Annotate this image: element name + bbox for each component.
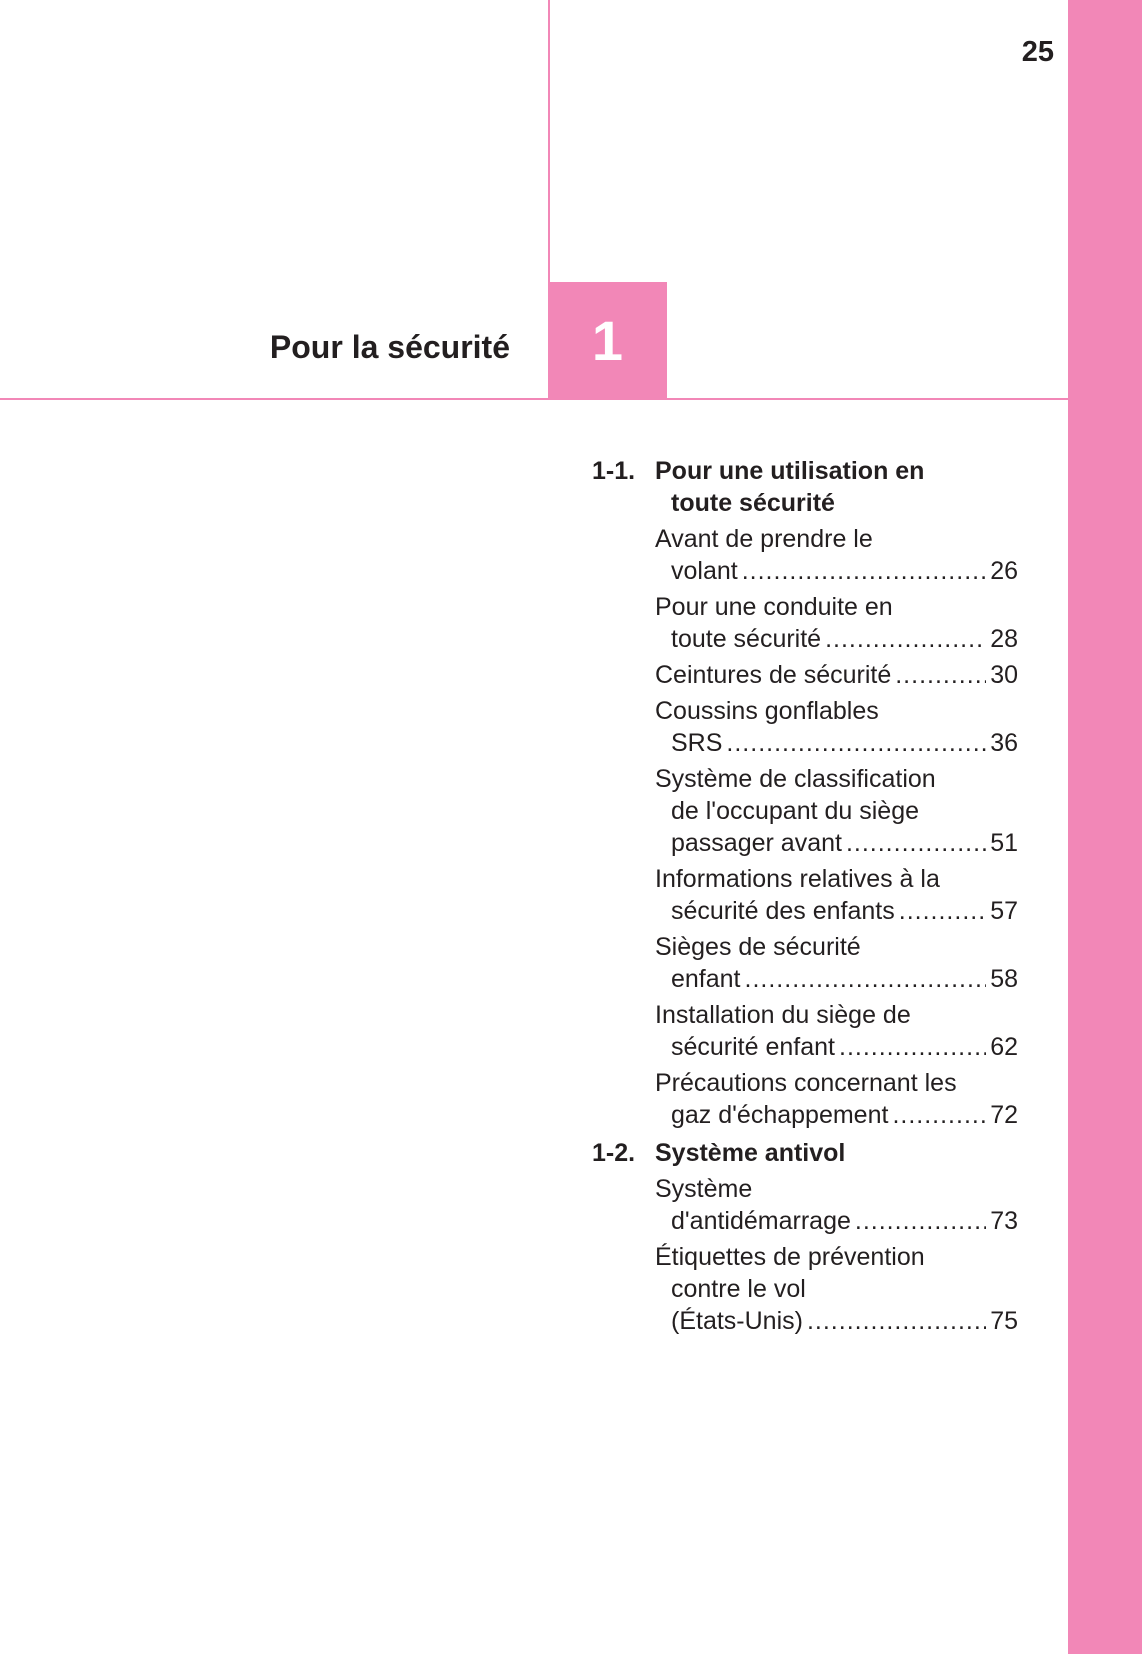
toc-entry-leader-row: [655, 555, 1018, 587]
dot-leader: [745, 963, 987, 995]
toc-entry[interactable]: [655, 1067, 1018, 1131]
dot-leader: [855, 1205, 986, 1237]
toc-entry-leader-row: [655, 623, 1018, 655]
toc-entry-page: 57: [990, 897, 1018, 925]
toc-entry[interactable]: [655, 695, 1018, 759]
toc-entry[interactable]: [655, 659, 1018, 691]
toc-section-title-line: toute sécurité: [671, 489, 835, 517]
toc-entry-text: Sièges de sécurité: [655, 933, 861, 961]
header-vertical-rule: [548, 0, 550, 282]
toc-section-title: [655, 1137, 1018, 1169]
toc-entry-leader-row: [655, 1031, 1018, 1063]
toc-entry-leader-row: [655, 963, 1018, 995]
toc-entry-text: passager avant: [671, 829, 842, 857]
toc-section-heading: [592, 1137, 1018, 1169]
toc-entry[interactable]: [655, 523, 1018, 587]
toc-entry-page: 58: [990, 965, 1018, 993]
toc-entry-text: SRS: [671, 729, 723, 757]
dot-leader: [839, 1031, 986, 1063]
toc-section-number: 1-1.: [592, 457, 636, 485]
toc-entry-text: volant: [671, 557, 738, 585]
toc-entry-leader-row: [655, 659, 1018, 691]
toc-entry-text: enfant: [671, 965, 741, 993]
chapter-side-tab: [1068, 0, 1142, 1654]
toc-entry-text: Ceintures de sécurité: [655, 661, 892, 689]
toc-entry-page: 26: [990, 557, 1018, 585]
toc-entry-text: Installation du siège de: [655, 1001, 911, 1029]
toc-entry[interactable]: [655, 863, 1018, 927]
toc-entry-leader-row: [655, 827, 1018, 859]
dot-leader: [726, 727, 986, 759]
toc-entry-text: Système de classification: [655, 765, 936, 793]
dot-leader: [807, 1305, 986, 1337]
dot-leader: [895, 659, 986, 691]
toc-entry-leader-row: [655, 727, 1018, 759]
toc-entry-leader-row: [655, 1205, 1018, 1237]
toc-entry-page: 51: [990, 829, 1018, 857]
toc-entry-page: 72: [990, 1101, 1018, 1129]
toc-section-title: [655, 455, 1018, 519]
toc-section-title-line: Pour une utilisation en: [655, 457, 925, 485]
toc-entry-text: (États-Unis): [671, 1307, 803, 1335]
toc-entry[interactable]: [655, 999, 1018, 1063]
toc-entry-leader-row: [655, 1099, 1018, 1131]
toc-entry-page: 73: [990, 1207, 1018, 1235]
toc-section-heading: [592, 455, 1018, 519]
dot-leader: [899, 895, 986, 927]
toc-entry-text: sécurité enfant: [671, 1033, 835, 1061]
toc-entry-page: 75: [990, 1307, 1018, 1335]
toc-entry-leader-row: [655, 1305, 1018, 1337]
table-of-contents: [592, 455, 1018, 1337]
toc-entry-page: 62: [990, 1033, 1018, 1061]
toc-entry-text: Pour une conduite en: [655, 593, 893, 621]
toc-entry[interactable]: [655, 931, 1018, 995]
toc-entry-page: 30: [990, 661, 1018, 689]
toc-entry-text: Informations relatives à la: [655, 865, 940, 893]
chapter-title: Pour la sécurité: [269, 329, 510, 365]
toc-section-title-line: Système antivol: [655, 1139, 846, 1167]
toc-entry-page: 28: [990, 625, 1018, 653]
toc-entry-text: contre le vol: [671, 1275, 806, 1303]
toc-entry-text: Précautions concernant les: [655, 1069, 957, 1097]
toc-entry-text: Système: [655, 1175, 753, 1203]
toc-entry[interactable]: [655, 763, 1018, 859]
toc-entry[interactable]: [655, 1241, 1018, 1337]
toc-entry-text: gaz d'échappement: [671, 1101, 889, 1129]
page-number: 25: [1021, 36, 1054, 68]
toc-entry-text: Avant de prendre le: [655, 525, 873, 553]
toc-entry-leader-row: [655, 895, 1018, 927]
dot-leader: [892, 1099, 986, 1131]
header-horizontal-rule: [0, 398, 1068, 400]
toc-entry-text: de l'occupant du siège: [671, 797, 920, 825]
toc-entry-text: toute sécurité: [671, 625, 822, 653]
toc-entry-page: 36: [990, 729, 1018, 757]
toc-entry-text: Coussins gonflables: [655, 697, 879, 725]
toc-section-number: 1-2.: [592, 1139, 636, 1167]
toc-entry-text: sécurité des enfants: [671, 897, 895, 925]
dot-leader: [742, 555, 986, 587]
dot-leader: [825, 623, 986, 655]
dot-leader: [846, 827, 986, 859]
toc-entry-text: Étiquettes de prévention: [655, 1243, 925, 1271]
toc-entry[interactable]: [655, 591, 1018, 655]
chapter-number: 1: [591, 309, 624, 372]
toc-entry-text: d'antidémarrage: [671, 1207, 851, 1235]
toc-entry[interactable]: [655, 1173, 1018, 1237]
